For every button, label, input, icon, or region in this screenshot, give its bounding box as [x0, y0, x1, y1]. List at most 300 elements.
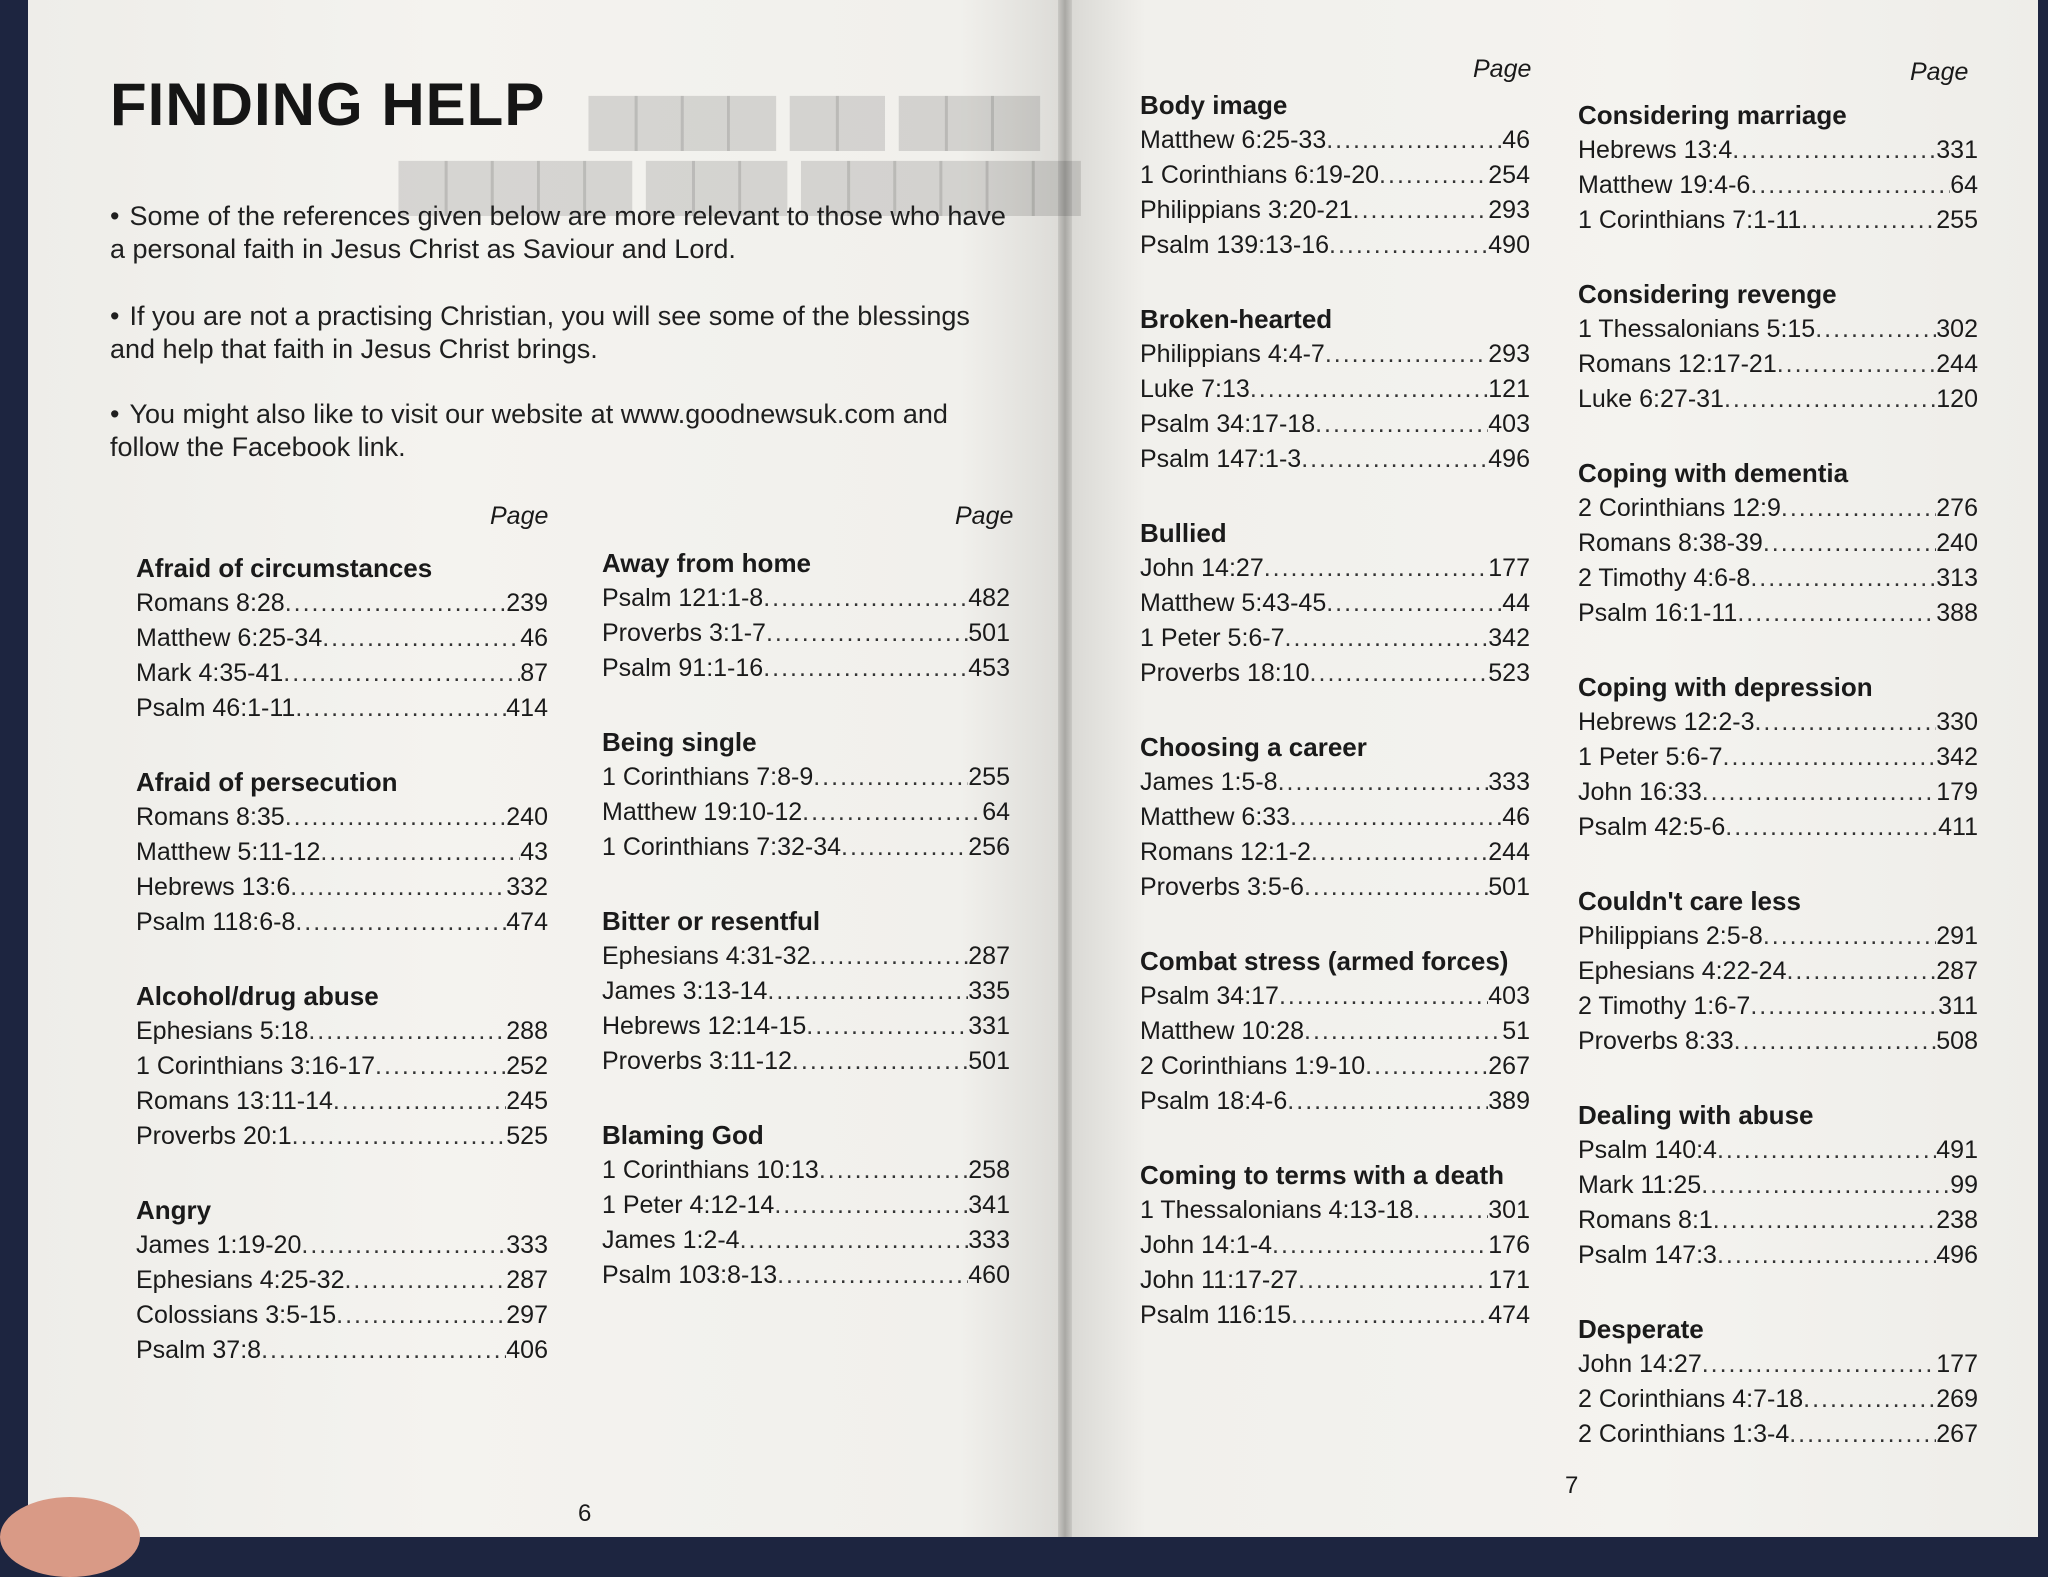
reference-row — [136, 800, 548, 835]
dot-leader — [322, 621, 520, 656]
topic-heading: Body image — [1140, 90, 1288, 120]
bible-reference: Proverbs 3:5-6 — [1140, 873, 1304, 901]
reference-row — [1578, 1417, 1978, 1452]
page-ref: 342 — [1936, 743, 1978, 771]
page-ref: 258 — [968, 1156, 1010, 1184]
reference-row — [1578, 1347, 1978, 1382]
reference-row — [1140, 656, 1530, 691]
reference-row — [602, 760, 1010, 795]
dot-leader — [1717, 1238, 1936, 1273]
page-ref: 389 — [1488, 1087, 1530, 1115]
reference-row — [1140, 586, 1530, 621]
reference-row — [602, 1153, 1010, 1188]
bible-reference: John 14:27 — [1140, 554, 1264, 582]
dot-leader — [285, 586, 507, 621]
page-ref: 333 — [506, 1231, 548, 1259]
dot-leader — [806, 1009, 968, 1044]
bible-reference: 1 Corinthians 7:1-11 — [1578, 206, 1802, 234]
topic-section — [1140, 943, 1530, 1119]
dot-leader — [767, 974, 968, 1009]
reference-row — [1140, 551, 1530, 586]
page-ref: 508 — [1936, 1027, 1978, 1055]
page-ref: 403 — [1488, 982, 1530, 1010]
show-through-shadow: ▆▆▆▆▆▆ ▆▆▆ ▆▆▆▆▆ — [400, 146, 1080, 213]
bible-reference: Proverbs 8:33 — [1578, 1027, 1734, 1055]
topic-heading: Coping with dementia — [1578, 458, 1849, 488]
dot-leader — [813, 760, 968, 795]
reference-row — [1140, 1193, 1530, 1228]
reference-row — [136, 1084, 548, 1119]
page-ref: 496 — [1488, 445, 1530, 473]
reference-row — [602, 830, 1010, 865]
dot-leader — [763, 651, 968, 686]
reference-row — [1140, 1263, 1530, 1298]
dot-leader — [295, 905, 506, 940]
bible-reference: 1 Peter 5:6-7 — [1140, 624, 1285, 652]
intro-text: You might also like to visit our website at www.goodnewsuk.com and follow the Facebook link. — [110, 399, 948, 462]
bullet-dot: • — [110, 399, 120, 429]
reference-row — [1578, 203, 1978, 238]
reference-row — [136, 835, 548, 870]
bible-reference: Proverbs 3:11-12 — [602, 1047, 792, 1075]
page-ref: 176 — [1488, 1231, 1530, 1259]
reference-row — [1578, 491, 1978, 526]
intro-bullet-1 — [110, 200, 1010, 266]
dot-leader — [1713, 1203, 1936, 1238]
topic-heading: Bitter or resentful — [602, 906, 821, 936]
reference-row — [1140, 337, 1530, 372]
page-ref: 302 — [1936, 315, 1978, 343]
bible-reference: James 3:13-14 — [602, 977, 768, 1005]
bible-reference: John 11:17-27 — [1140, 1266, 1298, 1294]
dot-leader — [841, 830, 968, 865]
bible-reference: Romans 8:28 — [136, 589, 285, 617]
bible-reference: Philippians 2:5-8 — [1578, 922, 1763, 950]
page-number: 7 — [1565, 1472, 1579, 1499]
topic-section — [1578, 883, 1978, 1059]
page-ref: 291 — [1936, 922, 1978, 950]
reference-row — [1140, 372, 1530, 407]
reference-row — [1140, 442, 1530, 477]
reference-row — [1140, 979, 1530, 1014]
topic-section — [1578, 455, 1978, 631]
bible-reference: Luke 7:13 — [1140, 375, 1250, 403]
reference-row — [1140, 1049, 1530, 1084]
bullet-dot: • — [110, 201, 120, 231]
dot-leader — [1701, 1168, 1950, 1203]
reference-row — [1578, 775, 1978, 810]
dot-leader — [1702, 775, 1937, 810]
topic-heading: Afraid of persecution — [136, 767, 398, 797]
page-ref: 240 — [1936, 529, 1978, 557]
intro-text: If you are not a practising Christian, you will see some of the blessings and help that faith in Jesus Christ brings. — [110, 301, 970, 364]
page-ref: 333 — [968, 1226, 1010, 1254]
reference-row — [136, 1333, 548, 1368]
reference-row — [602, 1044, 1010, 1079]
dot-leader — [285, 800, 507, 835]
reference-row — [136, 1014, 548, 1049]
page-ref: 330 — [1936, 708, 1978, 736]
topic-heading: Bullied — [1140, 518, 1227, 548]
topic-heading: Alcohol/drug abuse — [136, 981, 379, 1011]
topic-heading: Coming to terms with a death — [1140, 1160, 1505, 1190]
topic-section — [1578, 1311, 1978, 1452]
dot-leader — [290, 870, 506, 905]
topic-heading: Choosing a career — [1140, 732, 1367, 762]
index-column — [602, 545, 1010, 1293]
dot-leader — [1750, 561, 1936, 596]
bible-reference: 2 Timothy 4:6-8 — [1578, 564, 1751, 592]
bible-reference: 2 Corinthians 1:3-4 — [1578, 1420, 1790, 1448]
page-ref: 341 — [968, 1191, 1010, 1219]
bible-reference: 2 Corinthians 12:9 — [1578, 494, 1781, 522]
dot-leader — [1310, 656, 1489, 691]
dot-leader — [1250, 372, 1488, 407]
page-ref: 99 — [1950, 1171, 1978, 1199]
reference-row — [136, 1119, 548, 1154]
reference-row — [1578, 989, 1978, 1024]
reference-row — [1578, 382, 1978, 417]
bible-reference: Mark 11:25 — [1578, 1171, 1702, 1199]
bible-reference: Romans 12:17-21 — [1578, 350, 1777, 378]
show-through-shadow: ▆▆▆ ▆▆ ▆▆▆▆ — [590, 81, 1039, 148]
bible-reference: Mark 4:35-41 — [136, 659, 284, 687]
dot-leader — [1717, 1133, 1936, 1168]
dot-leader — [1272, 1228, 1488, 1263]
reference-row — [1578, 1238, 1978, 1273]
page-ref: 46 — [1502, 803, 1530, 831]
topic-heading: Afraid of circumstances — [136, 553, 433, 583]
reference-row — [1140, 1014, 1530, 1049]
dot-leader — [740, 1223, 969, 1258]
dot-leader — [1723, 740, 1937, 775]
bible-reference: Matthew 19:10-12 — [602, 798, 803, 826]
page-ref: 311 — [1938, 992, 1978, 1020]
page-ref: 490 — [1488, 231, 1530, 259]
page-number: 6 — [578, 1500, 592, 1527]
index-column — [1140, 87, 1530, 1333]
page-ref: 171 — [1488, 1266, 1530, 1294]
reference-row — [1578, 740, 1978, 775]
dot-leader — [336, 1298, 506, 1333]
page-ref: 501 — [968, 1047, 1010, 1075]
reference-row — [602, 974, 1010, 1009]
page-ref: 288 — [506, 1017, 548, 1045]
page-ref: 276 — [1936, 494, 1978, 522]
dot-leader — [1724, 382, 1936, 417]
reference-row — [1140, 765, 1530, 800]
page-ref: 46 — [520, 624, 548, 652]
page-ref: 44 — [1502, 589, 1530, 617]
reference-row — [136, 1298, 548, 1333]
reference-row — [136, 1228, 548, 1263]
page-ref: 255 — [1936, 206, 1978, 234]
reference-row — [1578, 919, 1978, 954]
reference-row — [136, 691, 548, 726]
page-ref: 287 — [506, 1266, 548, 1294]
dot-leader — [1702, 1347, 1937, 1382]
reference-row — [1578, 347, 1978, 382]
bible-reference: Psalm 37:8 — [136, 1336, 262, 1364]
reference-row — [1578, 810, 1978, 845]
page-column-header: Page — [490, 502, 549, 530]
bible-reference: Psalm 147:3 — [1578, 1241, 1717, 1269]
dot-leader — [1763, 919, 1936, 954]
bible-reference: Proverbs 3:1-7 — [602, 619, 766, 647]
topic-heading: Considering marriage — [1578, 100, 1847, 130]
bible-reference: Philippians 4:4-7 — [1140, 340, 1325, 368]
page-ref: 244 — [1936, 350, 1978, 378]
book-gutter — [1058, 0, 1072, 1537]
topic-heading: Being single — [602, 727, 757, 757]
page-ref: 177 — [1488, 554, 1530, 582]
bible-reference: Psalm 42:5-6 — [1578, 813, 1726, 841]
bible-reference: Ephesians 4:25-32 — [136, 1266, 345, 1294]
bible-reference: Matthew 6:25-34 — [136, 624, 323, 652]
bible-reference: Psalm 34:17-18 — [1140, 410, 1316, 438]
page-column-header: Page — [955, 502, 1014, 530]
bible-reference: Ephesians 4:31-32 — [602, 942, 811, 970]
dot-leader — [1329, 228, 1488, 263]
bible-reference: John 14:27 — [1578, 1350, 1702, 1378]
intro-text: Some of the references given below are more relevant to those who have a personal faith in Jesus Christ as Saviour and Lord. — [110, 201, 1006, 264]
bible-reference: Proverbs 20:1 — [136, 1122, 292, 1150]
page-ref: 245 — [506, 1087, 548, 1115]
page-ref: 335 — [968, 977, 1010, 1005]
bible-reference: 1 Thessalonians 5:15 — [1578, 315, 1816, 343]
reference-row — [136, 656, 548, 691]
reference-row — [136, 870, 548, 905]
bible-reference: Matthew 5:43-45 — [1140, 589, 1327, 617]
reference-row — [136, 586, 548, 621]
page-ref: 255 — [968, 763, 1010, 791]
dot-leader — [1754, 705, 1936, 740]
bible-reference: Psalm 121:1-8 — [602, 584, 764, 612]
reference-row — [1578, 705, 1978, 740]
dot-leader — [1786, 954, 1936, 989]
page-ref: 46 — [1502, 126, 1530, 154]
dot-leader — [283, 656, 520, 691]
page-ref: 460 — [968, 1261, 1010, 1289]
reference-row — [1578, 1133, 1978, 1168]
dot-leader — [1379, 158, 1488, 193]
topic-heading: Couldn't care less — [1578, 886, 1801, 916]
reference-row — [1140, 1228, 1530, 1263]
bible-reference: 1 Peter 4:12-14 — [602, 1191, 775, 1219]
topic-section — [602, 545, 1010, 686]
reference-row — [136, 1263, 548, 1298]
topic-heading: Away from home — [602, 548, 812, 578]
dot-leader — [1353, 193, 1489, 228]
bible-reference: Psalm 140:4 — [1578, 1136, 1717, 1164]
dot-leader — [1789, 1417, 1936, 1452]
topic-heading: Angry — [136, 1195, 212, 1225]
dot-leader — [774, 1188, 968, 1223]
bullet-dot: • — [110, 301, 120, 331]
dot-leader — [333, 1084, 506, 1119]
dot-leader — [1734, 1024, 1937, 1059]
page-ref: 238 — [1936, 1206, 1978, 1234]
dot-leader — [810, 939, 968, 974]
reference-row — [602, 939, 1010, 974]
bible-reference: Ephesians 4:22-24 — [1578, 957, 1787, 985]
page-ref: 301 — [1488, 1196, 1530, 1224]
topic-heading: Considering revenge — [1578, 279, 1837, 309]
dot-leader — [1763, 526, 1936, 561]
dot-leader — [308, 1014, 506, 1049]
topic-section — [1578, 97, 1978, 238]
page-ref: 267 — [1936, 1420, 1978, 1448]
dot-leader — [1290, 800, 1502, 835]
bible-reference: 1 Thessalonians 4:13-18 — [1140, 1196, 1414, 1224]
dot-leader — [1413, 1193, 1488, 1228]
bible-reference: 1 Peter 5:6-7 — [1578, 743, 1723, 771]
topic-section — [1140, 87, 1530, 263]
page-ref: 501 — [968, 619, 1010, 647]
page-ref: 332 — [506, 873, 548, 901]
bible-reference: 2 Corinthians 4:7-18 — [1578, 1385, 1804, 1413]
bible-reference: Romans 8:35 — [136, 803, 285, 831]
dot-leader — [1801, 203, 1936, 238]
page-ref: 267 — [1488, 1052, 1530, 1080]
page-ref: 244 — [1488, 838, 1530, 866]
bible-reference: Philippians 3:20-21 — [1140, 196, 1353, 224]
reference-row — [1140, 407, 1530, 442]
page-ref: 64 — [982, 798, 1010, 826]
dot-leader — [1803, 1382, 1936, 1417]
page-ref: 333 — [1488, 768, 1530, 796]
reference-row — [1140, 193, 1530, 228]
index-column — [1578, 97, 1978, 1452]
dot-leader — [1304, 870, 1488, 905]
bible-reference: John 16:33 — [1578, 778, 1702, 806]
reference-row — [1140, 158, 1530, 193]
reference-row — [1578, 1168, 1978, 1203]
dot-leader — [1304, 1014, 1502, 1049]
reference-row — [1578, 596, 1978, 631]
page-ref: 491 — [1936, 1136, 1978, 1164]
reference-row — [1140, 123, 1530, 158]
dot-leader — [320, 835, 520, 870]
dot-leader — [802, 795, 982, 830]
topic-section — [1140, 515, 1530, 691]
topic-section — [1578, 276, 1978, 417]
bible-reference: James 1:19-20 — [136, 1231, 302, 1259]
reference-row — [1140, 1298, 1530, 1333]
intro-bullet-2 — [110, 300, 1010, 366]
bible-reference: John 14:1-4 — [1140, 1231, 1273, 1259]
page-ref: 313 — [1936, 564, 1978, 592]
dot-leader — [1278, 765, 1489, 800]
bible-reference: 1 Corinthians 10:13 — [602, 1156, 819, 1184]
reference-row — [136, 621, 548, 656]
reference-row — [602, 1188, 1010, 1223]
index-column — [136, 550, 548, 1368]
dot-leader — [1326, 586, 1502, 621]
page-ref: 403 — [1488, 410, 1530, 438]
page-ref: 297 — [506, 1301, 548, 1329]
topic-heading: Desperate — [1578, 1314, 1704, 1344]
dot-leader — [295, 691, 506, 726]
page-ref: 179 — [1936, 778, 1978, 806]
bible-reference: Romans 12:1-2 — [1140, 838, 1311, 866]
bible-reference: Romans 8:38-39 — [1578, 529, 1763, 557]
bible-reference: 2 Corinthians 1:9-10 — [1140, 1052, 1366, 1080]
page-ref: 474 — [506, 908, 548, 936]
reference-row — [1140, 621, 1530, 656]
reference-row — [602, 581, 1010, 616]
topic-section — [1140, 1157, 1530, 1333]
page-ref: 414 — [506, 694, 548, 722]
page-ref: 453 — [968, 654, 1010, 682]
page-ref: 121 — [1488, 375, 1530, 403]
page-ref: 64 — [1950, 171, 1978, 199]
dot-leader — [1264, 551, 1489, 586]
page-ref: 342 — [1488, 624, 1530, 652]
dot-leader — [763, 581, 968, 616]
reference-row — [602, 651, 1010, 686]
bible-reference: Romans 8:1 — [1578, 1206, 1713, 1234]
dot-leader — [792, 1044, 968, 1079]
bible-reference: Proverbs 18:10 — [1140, 659, 1310, 687]
page-ref: 406 — [506, 1336, 548, 1364]
reference-row — [602, 1258, 1010, 1293]
topic-section — [602, 1117, 1010, 1293]
reference-row — [1578, 312, 1978, 347]
bible-reference: Psalm 46:1-11 — [136, 694, 296, 722]
bible-reference: Psalm 34:17 — [1140, 982, 1279, 1010]
bible-reference: Psalm 116:15 — [1140, 1301, 1292, 1329]
page-ref: 51 — [1502, 1017, 1530, 1045]
bible-reference: Psalm 91:1-16 — [602, 654, 764, 682]
page-ref: 177 — [1936, 1350, 1978, 1378]
topic-heading: Coping with depression — [1578, 672, 1873, 702]
dot-leader — [344, 1263, 506, 1298]
dot-leader — [819, 1153, 968, 1188]
reference-row — [602, 1009, 1010, 1044]
dot-leader — [261, 1333, 506, 1368]
dot-leader — [1326, 123, 1502, 158]
page-title: FINDING HELP — [110, 71, 546, 138]
bible-reference: Matthew 6:33 — [1140, 803, 1291, 831]
reference-row — [1140, 835, 1530, 870]
topic-section — [1578, 669, 1978, 845]
page-column-header: Page — [1910, 58, 1969, 86]
bible-reference: Hebrews 13:4 — [1578, 136, 1733, 164]
reference-row — [602, 616, 1010, 651]
reference-row — [1578, 168, 1978, 203]
dot-leader — [1777, 347, 1937, 382]
dot-leader — [1725, 810, 1938, 845]
dot-leader — [1298, 1263, 1488, 1298]
reference-row — [602, 1223, 1010, 1258]
reference-row — [136, 905, 548, 940]
bible-reference: Hebrews 13:6 — [136, 873, 291, 901]
reference-row — [1578, 1382, 1978, 1417]
dot-leader — [766, 616, 968, 651]
dot-leader — [1732, 133, 1936, 168]
page-ref: 120 — [1936, 385, 1978, 413]
page-ref: 525 — [506, 1122, 548, 1150]
reference-row — [602, 795, 1010, 830]
reference-row — [1140, 870, 1530, 905]
page-ref: 287 — [1936, 957, 1978, 985]
reference-row — [1578, 1203, 1978, 1238]
bible-reference: Matthew 6:25-33 — [1140, 126, 1327, 154]
finger-corner — [0, 1497, 140, 1577]
page-ref: 256 — [968, 833, 1010, 861]
dot-leader — [1781, 491, 1936, 526]
